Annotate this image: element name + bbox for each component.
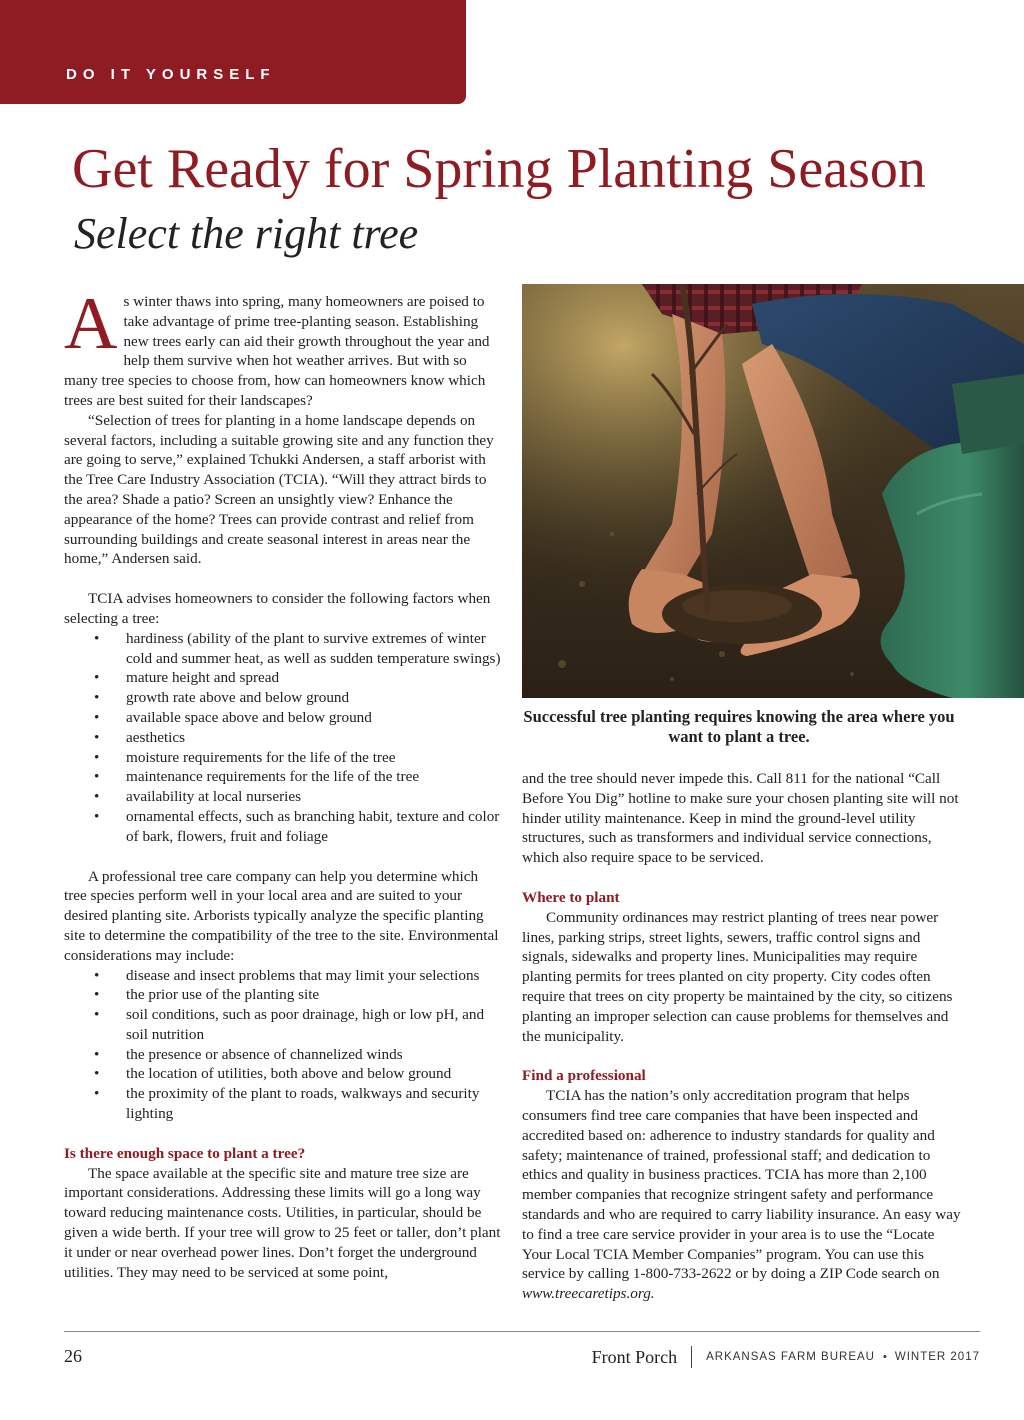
treecaretips-link[interactable]: www.treecaretips.org.: [522, 1285, 655, 1303]
magazine-name: Front Porch: [591, 1346, 678, 1367]
factor-item: • moisture requirements for the life of the tree: [126, 748, 504, 768]
factors-intro: TCIA advises homeowners to consider the following factors when selecting a tree:: [64, 590, 491, 627]
consideration-item: • disease and insect problems that may limit your selections: [126, 966, 504, 986]
left-column: [64, 283, 504, 1282]
page-number: 26: [64, 1346, 82, 1366]
publisher-name: ARKANSAS FARM BUREAU: [706, 1351, 875, 1363]
space-paragraph: The space available at the specific site and mature tree size are important considerations. Addressing these limits will go a long way toward reducing maintenance costs. Utilities, in particular, should be given a wide berth. If your tree will grow to 25 feet or taller, don’t plant it under or near overhead power lines. Don’t forget the underground utilities. They may need to be serviced at some point,: [64, 1164, 501, 1281]
photo-caption: Successful tree planting requires knowing the area where you want to plant a tree.: [523, 707, 955, 746]
section-label: DO IT YOURSELF: [66, 66, 276, 83]
consideration-item: • the proximity of the plant to roads, walkways and security lighting: [126, 1084, 504, 1124]
quote-paragraph: “Selection of trees for planting in a home landscape depends on several factors, including a suitable growing site and any function they are going to serve,” explained Tchukki Andersen, a staff arborist with the Tree Care Industry Association (TCIA). “Will they attract birds to the area? Shade a patio? Screen an unsightly view? Enhance the appearance of the home? Trees can provide contrast and relief from surrounding buildings and create seasonal interest in areas near the home,” Andersen said.: [64, 411, 494, 568]
find-paragraph: [522, 1086, 964, 1304]
intro-text: s winter thaws into spring, many homeowners are poised to take advantage of prime tree-planting season. Establishing new trees early can aid their growth throughout the year and help them survive when hot weather arrives. But with so many tree species to choose from, how can homeowners know which trees are best suited for their landscapes?: [64, 293, 490, 409]
factor-item: • aesthetics: [126, 728, 504, 748]
find-text: TCIA has the nation’s only accreditation program that helps consumers find tree care companies that have been inspected and accredited based on: adherence to industry standards for quality and safety; maintenance of trained, professional staff; and dedication to ethics and quality in business practices. TCIA has more than 2,100 member companies that recognize stringent safety and performance standards and who are required to carry liability insurance. An easy way to find a tree care service provider in your area is to use the “Locate Your Local TCIA Member Companies” program. You can use this service by calling 1-800-733-2622 or by doing a ZIP Code search on: [522, 1087, 961, 1283]
where-heading: Where to plant: [522, 888, 620, 906]
space-paragraph-continued: and the tree should never impede this. Call 811 for the national “Call Before You Dig” hotline to make sure your chosen planting site will not hinder utility maintenance. Keep in mind the ground-level utility structures, such as transformers and individual service connections, which also require space to be serviced.: [522, 770, 959, 867]
tree-planting-illustration: [522, 284, 1024, 698]
consideration-item: • the presence or absence of channelized winds: [126, 1045, 504, 1065]
footer-publication: [592, 1346, 980, 1368]
where-paragraph: Community ordinances may restrict planting of trees near power lines, parking strips, street lights, sewers, traffic control signs and signals, sidewalks and property lines. Municipalities may require planting permits for trees planted on city property. City codes often require that trees on city property be maintained by the city, so citizens planting an improper selection can cause problems for themselves and the municipality.: [522, 908, 953, 1045]
bullet-separator: •: [883, 1351, 887, 1363]
factor-item: • mature height and spread: [126, 668, 504, 688]
intro-paragraph: [64, 283, 504, 411]
professional-paragraph: A professional tree care company can help you determine which tree species perform well in your local area and are suited to your desired planting site. Arborists typically analyze the specific planting site to determine the compatibility of the tree to the site. Environmental considerations may include:: [64, 867, 499, 964]
factor-item: • growth rate above and below ground: [126, 688, 504, 708]
consideration-item: • soil conditions, such as poor drainage, high or low pH, and soil nutrition: [126, 1005, 504, 1045]
factors-list: [64, 629, 504, 847]
considerations-list: [64, 966, 504, 1124]
factor-item: • hardiness (ability of the plant to survive extremes of winter cold and summer heat, as well as sudden temperature swings): [126, 629, 504, 669]
footer-divider: [64, 1331, 980, 1332]
consideration-item: • the location of utilities, both above and below ground: [126, 1064, 504, 1084]
consideration-item: • the prior use of the planting site: [126, 985, 504, 1005]
right-column: [522, 769, 964, 1304]
tree-planting-photo: [522, 284, 1024, 698]
issue-date: WINTER 2017: [894, 1351, 980, 1363]
footer-separator: [691, 1346, 692, 1368]
factor-item: • ornamental effects, such as branching habit, texture and color of bark, flowers, fruit and foliage: [126, 807, 504, 847]
section-banner: [0, 0, 466, 104]
factor-item: • available space above and below ground: [126, 708, 504, 728]
find-heading: Find a professional: [522, 1067, 646, 1085]
space-heading: Is there enough space to plant a tree?: [64, 1144, 306, 1162]
article-title: Get Ready for Spring Planting Season: [72, 138, 926, 200]
article-subtitle: Select the right tree: [74, 209, 419, 258]
factor-item: • maintenance requirements for the life of the tree: [126, 767, 504, 787]
factor-item: • availability at local nurseries: [126, 787, 504, 807]
drop-cap: A: [64, 283, 118, 365]
